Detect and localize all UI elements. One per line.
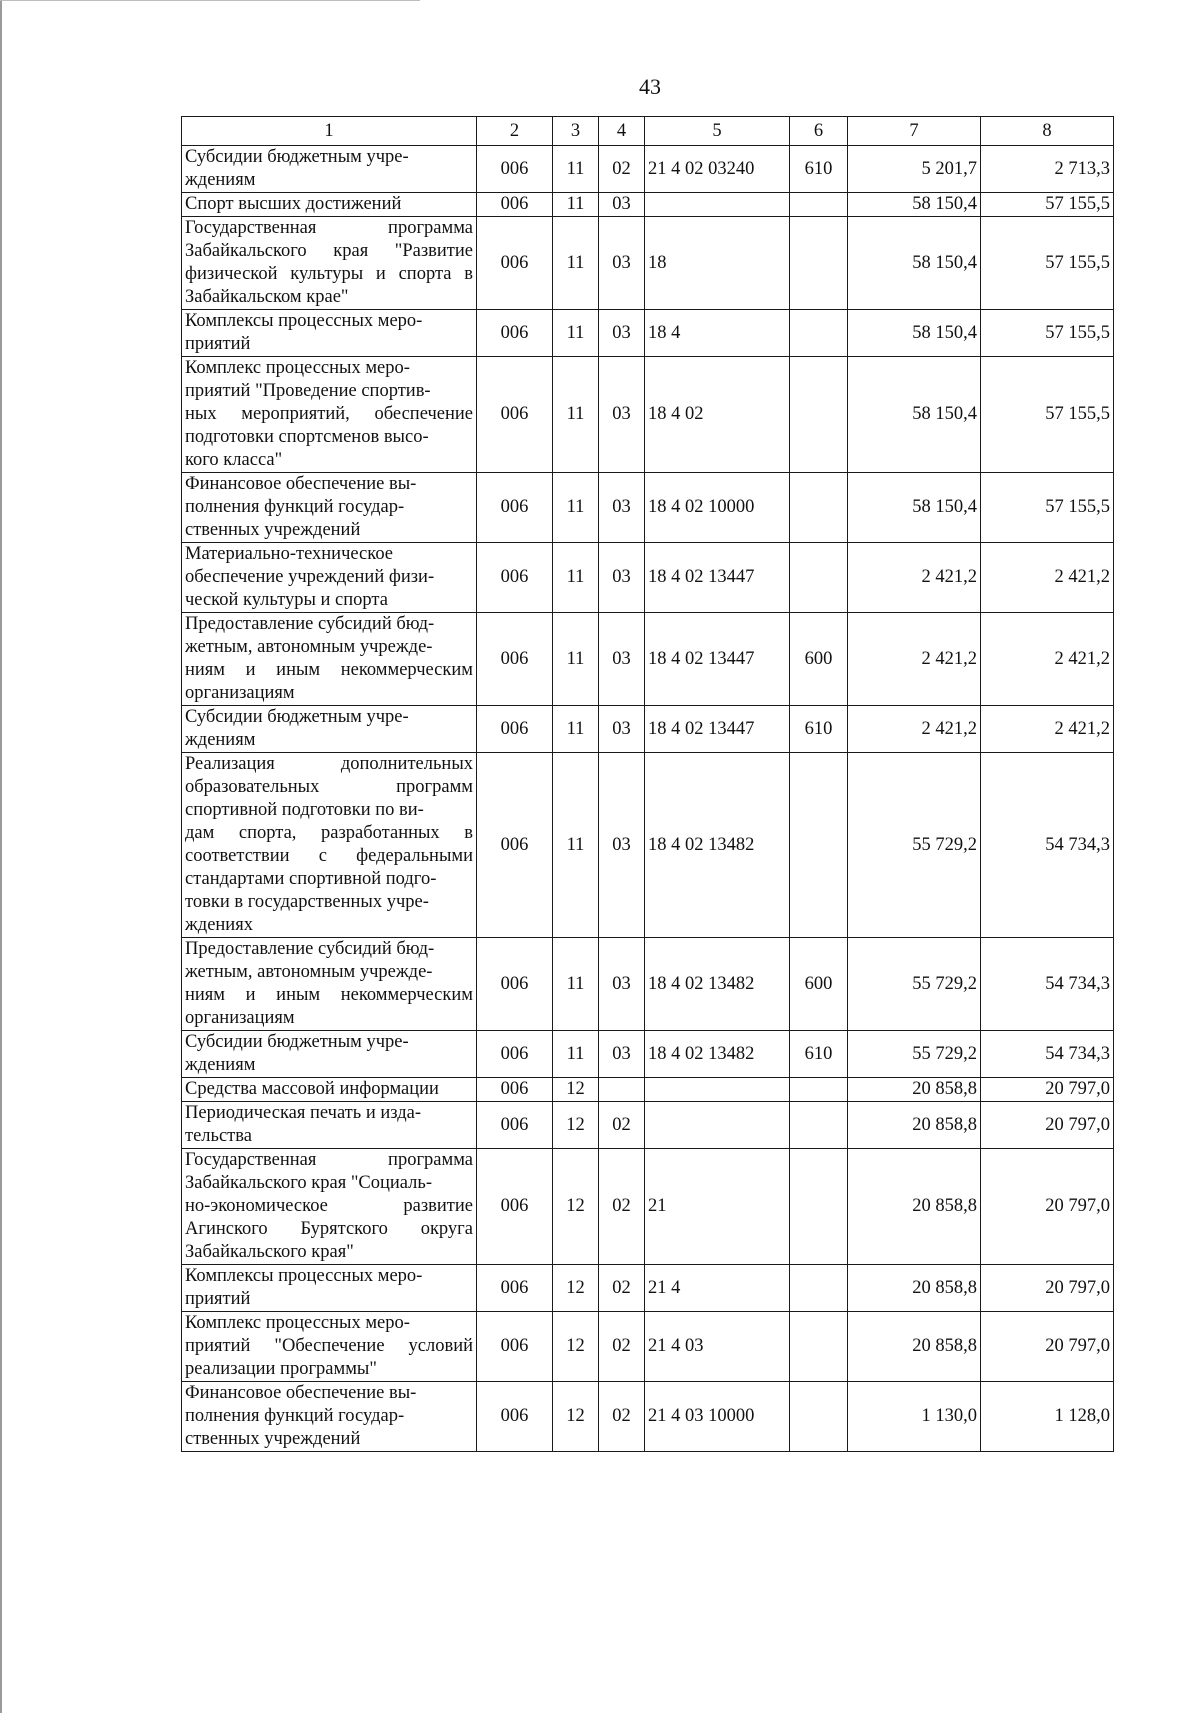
amount-col8-cell: 57 155,5: [981, 473, 1114, 543]
amount-col8-cell: 20 797,0: [981, 1265, 1114, 1312]
section-code-cell: 11: [553, 217, 599, 310]
section-code-cell: 11: [553, 473, 599, 543]
subsection-code-cell: 02: [599, 1102, 645, 1149]
header-row: [182, 117, 1114, 146]
ministry-code-cell: 006: [477, 613, 553, 706]
amount-col8-cell: 2 421,2: [981, 543, 1114, 613]
row-name-cell: Государственная программа Забайкальского края "Развитие физической культуры и спорта в Забайкальском крае": [182, 217, 477, 310]
subsection-code-cell: 03: [599, 753, 645, 938]
row-name-cell: Комплекс процессных меро- приятий "Обеспечение условий реализации программы": [182, 1312, 477, 1382]
amount-col7-cell: 55 729,2: [848, 1031, 981, 1078]
subsection-code-cell: 03: [599, 217, 645, 310]
table-body: [182, 146, 1114, 1452]
row-name-cell: Периодическая печать и изда- тельства: [182, 1102, 477, 1149]
section-code-cell: 11: [553, 543, 599, 613]
amount-col7-cell: 58 150,4: [848, 193, 981, 217]
table-row: [182, 310, 1114, 357]
ministry-code-cell: 006: [477, 1031, 553, 1078]
target-article-cell: 18 4: [645, 310, 790, 357]
target-article-cell: 18 4 02 13482: [645, 1031, 790, 1078]
section-code-cell: 12: [553, 1265, 599, 1312]
section-code-cell: 12: [553, 1149, 599, 1265]
row-name-cell: Финансовое обеспечение вы- полнения функций государ- ственных учреждений: [182, 473, 477, 543]
row-name-cell: Комплексы процессных меро- приятий: [182, 310, 477, 357]
column-header: 8: [981, 117, 1114, 146]
ministry-code-cell: 006: [477, 1382, 553, 1452]
page-number: 43: [639, 74, 661, 99]
expense-type-cell: [790, 473, 848, 543]
target-article-cell: 18 4 02: [645, 357, 790, 473]
table-row: [182, 217, 1114, 310]
ministry-code-cell: 006: [477, 357, 553, 473]
section-code-cell: 11: [553, 310, 599, 357]
table-row: [182, 1102, 1114, 1149]
table-row: [182, 146, 1114, 193]
amount-col8-cell: 2 713,3: [981, 146, 1114, 193]
section-code-cell: 11: [553, 706, 599, 753]
target-article-cell: 18 4 02 13482: [645, 753, 790, 938]
target-article-cell: 21 4 03 10000: [645, 1382, 790, 1452]
amount-col7-cell: 55 729,2: [848, 753, 981, 938]
amount-col8-cell: 57 155,5: [981, 357, 1114, 473]
expense-type-cell: [790, 543, 848, 613]
row-name-cell: Финансовое обеспечение вы- полнения функций государ- ственных учреждений: [182, 1382, 477, 1452]
amount-col7-cell: 2 421,2: [848, 543, 981, 613]
amount-col7-cell: 20 858,8: [848, 1265, 981, 1312]
amount-col7-cell: 55 729,2: [848, 938, 981, 1031]
expense-type-cell: 600: [790, 613, 848, 706]
target-article-cell: 18 4 02 10000: [645, 473, 790, 543]
table-row: [182, 1031, 1114, 1078]
target-article-cell: 21 4: [645, 1265, 790, 1312]
row-name-cell: Спорт высших достижений: [182, 193, 477, 217]
column-header: 6: [790, 117, 848, 146]
target-article-cell: [645, 193, 790, 217]
expense-type-cell: [790, 753, 848, 938]
subsection-code-cell: 03: [599, 1031, 645, 1078]
row-name-cell: Комплекс процессных меро- приятий "Проведение спортив- ных мероприятий, обеспечение подготовки спортсменов высо- кого класса": [182, 357, 477, 473]
section-code-cell: 11: [553, 938, 599, 1031]
table-row: [182, 543, 1114, 613]
amount-col7-cell: 20 858,8: [848, 1149, 981, 1265]
subsection-code-cell: 03: [599, 357, 645, 473]
section-code-cell: 12: [553, 1102, 599, 1149]
section-code-cell: 12: [553, 1078, 599, 1102]
budget-table: [181, 116, 1114, 1452]
row-name-cell: Предоставление субсидий бюд- жетным, автономным учрежде- ниям и иным некоммерческим организациям: [182, 938, 477, 1031]
section-code-cell: 11: [553, 357, 599, 473]
column-header: 2: [477, 117, 553, 146]
amount-col8-cell: 1 128,0: [981, 1382, 1114, 1452]
amount-col7-cell: 20 858,8: [848, 1102, 981, 1149]
amount-col8-cell: 20 797,0: [981, 1149, 1114, 1265]
amount-col7-cell: 5 201,7: [848, 146, 981, 193]
row-name-cell: Субсидии бюджетным учре- ждениям: [182, 146, 477, 193]
subsection-code-cell: 02: [599, 146, 645, 193]
ministry-code-cell: 006: [477, 193, 553, 217]
subsection-code-cell: 02: [599, 1312, 645, 1382]
ministry-code-cell: 006: [477, 146, 553, 193]
expense-type-cell: [790, 217, 848, 310]
subsection-code-cell: 03: [599, 310, 645, 357]
target-article-cell: 18 4 02 13447: [645, 613, 790, 706]
expense-type-cell: [790, 310, 848, 357]
amount-col7-cell: 58 150,4: [848, 473, 981, 543]
expense-type-cell: 610: [790, 1031, 848, 1078]
amount-col8-cell: 54 734,3: [981, 938, 1114, 1031]
expense-type-cell: [790, 1078, 848, 1102]
expense-type-cell: [790, 1382, 848, 1452]
table-row: [182, 706, 1114, 753]
amount-col8-cell: 57 155,5: [981, 193, 1114, 217]
amount-col8-cell: 54 734,3: [981, 1031, 1114, 1078]
row-name-cell: Предоставление субсидий бюд- жетным, автономным учрежде- ниям и иным некоммерческим организациям: [182, 613, 477, 706]
table-row: [182, 1382, 1114, 1452]
target-article-cell: 21 4 03: [645, 1312, 790, 1382]
amount-col7-cell: 1 130,0: [848, 1382, 981, 1452]
section-code-cell: 11: [553, 753, 599, 938]
column-header: 7: [848, 117, 981, 146]
table-row: [182, 613, 1114, 706]
column-header: 3: [553, 117, 599, 146]
subsection-code-cell: 03: [599, 613, 645, 706]
table-row: [182, 938, 1114, 1031]
subsection-code-cell: 03: [599, 473, 645, 543]
row-name-cell: Материально-техническое обеспечение учреждений физи- ческой культуры и спорта: [182, 543, 477, 613]
amount-col7-cell: 58 150,4: [848, 217, 981, 310]
ministry-code-cell: 006: [477, 1265, 553, 1312]
target-article-cell: [645, 1078, 790, 1102]
subsection-code-cell: 02: [599, 1382, 645, 1452]
amount-col7-cell: 20 858,8: [848, 1312, 981, 1382]
table-row: [182, 1312, 1114, 1382]
expense-type-cell: 600: [790, 938, 848, 1031]
table-row: [182, 473, 1114, 543]
subsection-code-cell: 03: [599, 193, 645, 217]
row-name-cell: Средства массовой информации: [182, 1078, 477, 1102]
ministry-code-cell: 006: [477, 1149, 553, 1265]
section-code-cell: 12: [553, 1312, 599, 1382]
target-article-cell: 18 4 02 13447: [645, 543, 790, 613]
row-name-cell: Реализация дополнительных образовательных программ спортивной подготовки по ви- дам спорта, разработанных в соответствии с федеральными стандартами спортивной подго- товки в государственных учре- ждениях: [182, 753, 477, 938]
column-header: 5: [645, 117, 790, 146]
section-code-cell: 11: [553, 193, 599, 217]
expense-type-cell: [790, 1102, 848, 1149]
amount-col7-cell: 2 421,2: [848, 613, 981, 706]
amount-col7-cell: 2 421,2: [848, 706, 981, 753]
column-header: 1: [182, 117, 477, 146]
table-row: [182, 1078, 1114, 1102]
amount-col7-cell: 58 150,4: [848, 357, 981, 473]
subsection-code-cell: 03: [599, 706, 645, 753]
ministry-code-cell: 006: [477, 310, 553, 357]
section-code-cell: 11: [553, 1031, 599, 1078]
row-name-cell: Комплексы процессных меро- приятий: [182, 1265, 477, 1312]
table-row: [182, 193, 1114, 217]
ministry-code-cell: 006: [477, 217, 553, 310]
ministry-code-cell: 006: [477, 1078, 553, 1102]
amount-col8-cell: 20 797,0: [981, 1312, 1114, 1382]
subsection-code-cell: 03: [599, 938, 645, 1031]
expense-type-cell: [790, 193, 848, 217]
target-article-cell: 21 4 02 03240: [645, 146, 790, 193]
target-article-cell: 18 4 02 13482: [645, 938, 790, 1031]
target-article-cell: 18: [645, 217, 790, 310]
table-row: [182, 1149, 1114, 1265]
scan-top-edge: [0, 0, 420, 1]
subsection-code-cell: 02: [599, 1265, 645, 1312]
ministry-code-cell: 006: [477, 938, 553, 1031]
table-row: [182, 753, 1114, 938]
table-row: [182, 1265, 1114, 1312]
expense-type-cell: 610: [790, 146, 848, 193]
section-code-cell: 11: [553, 613, 599, 706]
row-name-cell: Государственная программа Забайкальского края "Социаль- но-экономическое развитие Агинского Бурятского округа Забайкальского края": [182, 1149, 477, 1265]
target-article-cell: 18 4 02 13447: [645, 706, 790, 753]
column-header: 4: [599, 117, 645, 146]
target-article-cell: [645, 1102, 790, 1149]
table-row: [182, 357, 1114, 473]
row-name-cell: Субсидии бюджетным учре- ждениям: [182, 706, 477, 753]
subsection-code-cell: 02: [599, 1149, 645, 1265]
amount-col8-cell: 54 734,3: [981, 753, 1114, 938]
ministry-code-cell: 006: [477, 1102, 553, 1149]
amount-col8-cell: 20 797,0: [981, 1102, 1114, 1149]
amount-col8-cell: 2 421,2: [981, 613, 1114, 706]
ministry-code-cell: 006: [477, 473, 553, 543]
amount-col8-cell: 57 155,5: [981, 310, 1114, 357]
ministry-code-cell: 006: [477, 543, 553, 613]
amount-col7-cell: 20 858,8: [848, 1078, 981, 1102]
target-article-cell: 21: [645, 1149, 790, 1265]
expense-type-cell: [790, 357, 848, 473]
subsection-code-cell: [599, 1078, 645, 1102]
amount-col8-cell: 20 797,0: [981, 1078, 1114, 1102]
scan-left-edge: [0, 0, 2, 1713]
ministry-code-cell: 006: [477, 1312, 553, 1382]
ministry-code-cell: 006: [477, 753, 553, 938]
amount-col8-cell: 2 421,2: [981, 706, 1114, 753]
section-code-cell: 11: [553, 146, 599, 193]
subsection-code-cell: 03: [599, 543, 645, 613]
amount-col8-cell: 57 155,5: [981, 217, 1114, 310]
ministry-code-cell: 006: [477, 706, 553, 753]
section-code-cell: 12: [553, 1382, 599, 1452]
expense-type-cell: [790, 1265, 848, 1312]
expense-type-cell: [790, 1149, 848, 1265]
amount-col7-cell: 58 150,4: [848, 310, 981, 357]
expense-type-cell: 610: [790, 706, 848, 753]
row-name-cell: Субсидии бюджетным учре- ждениям: [182, 1031, 477, 1078]
expense-type-cell: [790, 1312, 848, 1382]
